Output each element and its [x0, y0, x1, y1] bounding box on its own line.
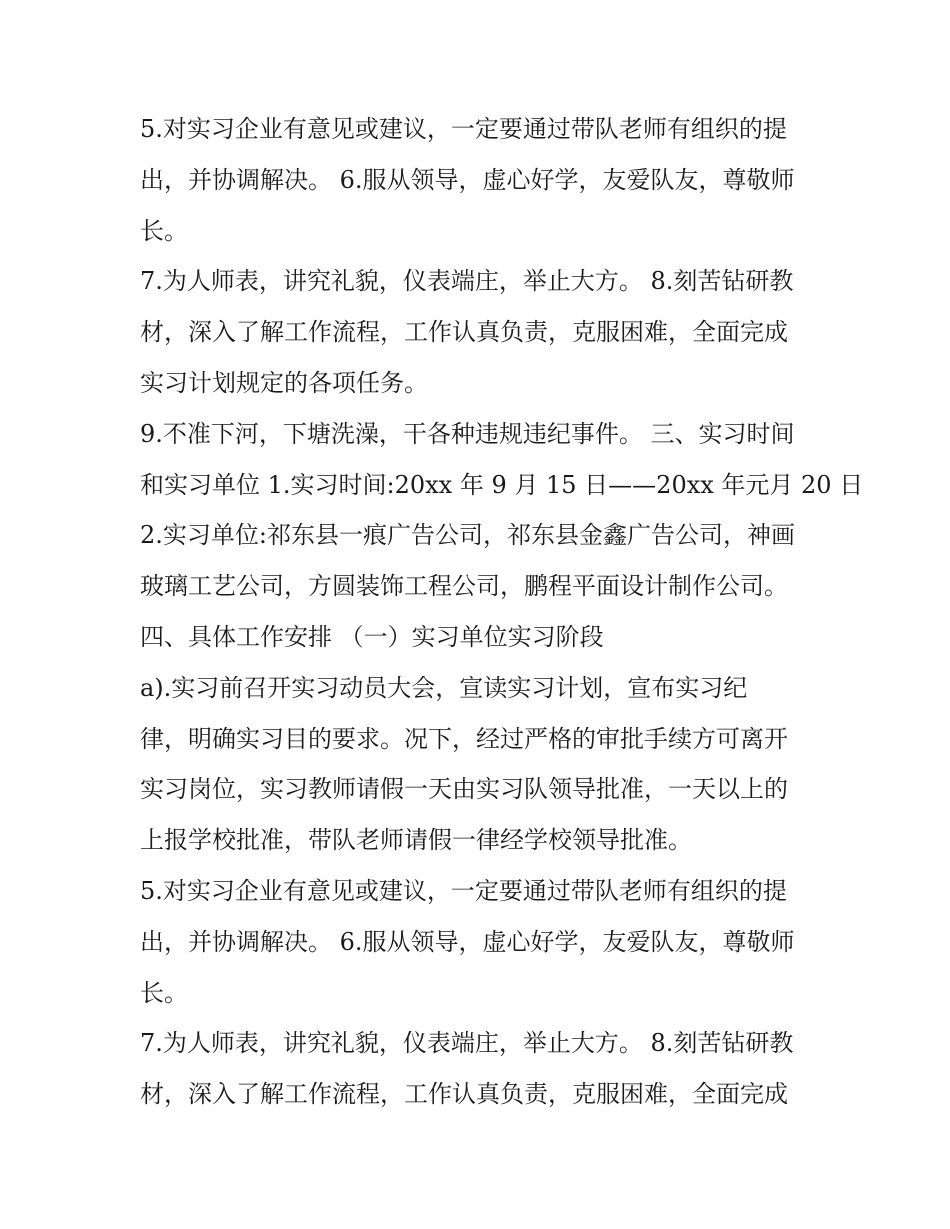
text-line: 出，并协调解决。 6.服从领导，虚心好学，友爱队友，尊敬师	[140, 165, 795, 194]
text-line: 长。	[140, 216, 188, 245]
text-line: 上报学校批准，带队老师请假一律经学校领导批准。	[140, 826, 692, 855]
text-line: 2.实习单位:祁东县一痕广告公司，祁东县金鑫广告公司，神画	[140, 521, 795, 550]
text-line: 出，并协调解决。 6.服从领导，虚心好学，友爱队友，尊敬师	[140, 927, 795, 956]
document-body	[140, 104, 864, 1120]
section-heading: 四、具体工作安排 （一）实习单位实习阶段	[140, 622, 604, 651]
text-line: 材，深入了解工作流程，工作认真负责，克服困难，全面完成	[140, 1080, 788, 1109]
text-line: 玻璃工艺公司，方圆装饰工程公司，鹏程平面设计制作公司。	[140, 572, 788, 601]
text-line: 和实习单位 1.实习时间:20xx 年 9 月 15 日——20xx 年元月 20 日	[140, 470, 864, 499]
text-line: a).实习前召开实习动员大会，宣读实习计划，宣布实习纪	[140, 673, 748, 702]
text-line: 材，深入了解工作流程，工作认真负责，克服困难，全面完成	[140, 318, 788, 347]
text-line: 长。	[140, 978, 188, 1007]
text-line: 律，明确实习目的要求。况下，经过严格的审批手续方可离开	[140, 724, 788, 753]
text-line: 实习计划规定的各项任务。	[140, 368, 428, 397]
text-line: 9.不准下河，下塘洗澡，干各种违规违纪事件。 三、实习时间	[140, 419, 795, 448]
text-line: 5.对实习企业有意见或建议，一定要通过带队老师有组织的提	[140, 115, 787, 143]
text-line: 实习岗位，实习教师请假一天由实习队领导批准，一天以上的	[140, 775, 788, 804]
text-line: 7.为人师表，讲究礼貌，仪表端庄，举止大方。 8.刻苦钻研教	[140, 1029, 794, 1058]
text-line: 5.对实习企业有意见或建议，一定要通过带队老师有组织的提	[140, 876, 787, 905]
text-line: 7.为人师表，讲究礼貌，仪表端庄，举止大方。 8.刻苦钻研教	[140, 267, 794, 296]
